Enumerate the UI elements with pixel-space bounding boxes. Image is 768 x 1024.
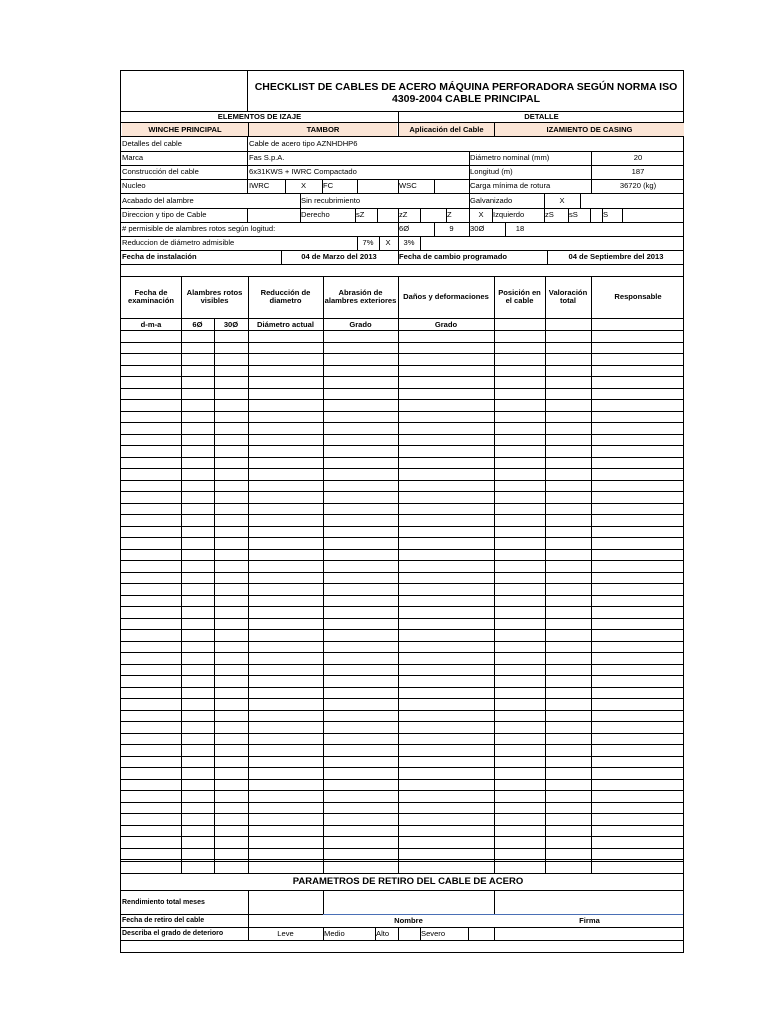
grid-line — [121, 560, 683, 561]
grid-line — [285, 179, 286, 193]
sin-recubrimiento-label: Sin recubrimiento — [301, 195, 361, 205]
fecha-instalacion-label: Fecha de instalación — [122, 252, 197, 262]
grid-line — [121, 422, 683, 423]
grid-line — [494, 276, 495, 873]
grid-line — [121, 652, 683, 653]
grid-line — [121, 848, 683, 849]
grid-line — [590, 208, 591, 222]
elementos-izaje-header: ELEMENTOS DE IZAJE — [217, 112, 302, 122]
grid-line — [398, 250, 399, 264]
grid-line — [357, 179, 358, 193]
reduccion-label: Reduccion de diámetro admisible — [122, 238, 235, 248]
detalles-value: Cable de acero tipo AZNHDHP6 — [249, 139, 358, 149]
grid-line — [121, 165, 683, 166]
longitud-label: Longitud (m) — [470, 167, 513, 177]
fc-label: FC — [323, 181, 334, 191]
grid-line — [505, 222, 506, 236]
col-fecha-header: Fecha de examinación — [127, 287, 174, 305]
col-abrasion-header: Abrasión de alambres exteriores — [324, 287, 397, 305]
grid-line — [181, 276, 182, 873]
grid-line — [398, 927, 399, 940]
grid-line — [247, 136, 248, 193]
grid-line — [420, 927, 421, 940]
ss-label: sS — [569, 210, 578, 220]
grid-line — [398, 111, 399, 136]
fecha-retiro-label: Fecha de retiro del cable — [122, 917, 205, 924]
z-label: Z — [447, 210, 452, 220]
longitud-value: 187 — [631, 167, 645, 177]
grid-line — [121, 353, 683, 354]
nombre-label: Nombre — [394, 915, 423, 925]
grid-line — [121, 411, 683, 412]
grid-line — [121, 111, 683, 112]
grid-line — [121, 445, 683, 446]
grid-line — [121, 122, 683, 123]
detalles-label: Detalles del cable — [122, 139, 182, 149]
grid-line — [121, 890, 683, 891]
document-title: CHECKLIST DE CABLES DE ACERO MÁQUINA PERFORADORA SEGÚN NORMA ISO 4309-2004 CABLE PRINCIPAL — [254, 81, 678, 105]
construccion-label: Construcción del cable — [122, 167, 199, 177]
grid-line — [434, 179, 435, 193]
zs-label: zS — [545, 210, 554, 220]
describa-label: Describa el grado de deterioro — [122, 930, 224, 937]
permisible-label: # permisible de alambres rotos según logitud: — [122, 224, 276, 234]
grid-line — [398, 222, 399, 236]
grid-line — [398, 276, 399, 873]
grid-line — [420, 208, 421, 222]
galvanizado-label: Galvanizado — [470, 195, 513, 205]
grid-line — [591, 151, 592, 193]
grid-line — [323, 890, 324, 914]
grid-line — [323, 927, 324, 940]
construccion-value: 6x31KWS + IWRC Compactado — [249, 167, 357, 177]
grid-line — [377, 208, 378, 222]
grid-line — [547, 250, 548, 264]
col-responsable-header: Responsable — [614, 291, 662, 301]
grid-line — [420, 236, 421, 250]
carga-label: Carga mínima de rotura — [470, 181, 551, 191]
z-mark: X — [478, 210, 484, 220]
thirty-d-label: 30Ø — [470, 224, 485, 234]
grid-line — [121, 376, 683, 377]
sub-diametro-actual: Diámetro actual — [257, 319, 314, 329]
grid-line — [121, 767, 683, 768]
grid-line — [121, 779, 683, 780]
grid-line — [580, 193, 581, 208]
grid-line — [121, 388, 683, 389]
grid-line — [602, 208, 603, 222]
grid-line — [300, 193, 301, 222]
grid-line — [248, 890, 249, 940]
grid-line — [121, 342, 683, 343]
izquierdo-label: Izquierdo — [493, 210, 525, 220]
grid-line — [121, 710, 683, 711]
fecha-cambio-value: 04 de Septiembre del 2013 — [568, 252, 664, 262]
diametro-value: 20 — [633, 153, 643, 163]
grid-line — [121, 836, 683, 837]
derecho-label: Derecho — [301, 210, 330, 220]
grid-line — [121, 264, 683, 265]
grid-line — [121, 861, 683, 862]
grid-line — [494, 927, 495, 940]
marca-label: Marca — [122, 153, 144, 163]
grid-line — [121, 744, 683, 745]
grid-line — [121, 480, 683, 481]
grid-line — [121, 629, 683, 630]
grid-line — [121, 733, 683, 734]
grid-line — [121, 514, 683, 515]
grid-line — [281, 250, 282, 264]
detalle-header: DETALLE — [524, 112, 559, 122]
grid-line — [469, 193, 470, 222]
grid-line — [398, 208, 399, 222]
grid-line — [121, 457, 683, 458]
nucleo-label: Nucleo — [122, 181, 146, 191]
grid-line — [357, 236, 358, 250]
diametro-label: Diámetro nominal (mm) — [470, 153, 550, 163]
signature-line — [323, 914, 683, 915]
grid-line — [398, 236, 399, 250]
grid-line — [468, 927, 469, 940]
firma-label: Firma — [579, 915, 600, 925]
grid-line — [568, 208, 569, 222]
grid-line — [121, 179, 683, 180]
grid-line — [121, 250, 683, 251]
iwrc-label: IWRC — [249, 181, 270, 191]
col-valoracion-header: Valoración total — [548, 287, 588, 305]
s-label: S — [603, 210, 609, 220]
rendimiento-label: Rendimiento total meses — [122, 898, 205, 906]
grid-line — [355, 208, 356, 222]
checklist-sheet — [120, 70, 684, 953]
grid-line — [121, 193, 683, 194]
grid-line — [121, 825, 683, 826]
sz-label: sZ — [356, 210, 365, 220]
zz-label: zZ — [399, 210, 408, 220]
grid-line — [121, 756, 683, 757]
grid-line — [591, 276, 592, 873]
grid-line — [121, 664, 683, 665]
grid-line — [434, 222, 435, 236]
aplicacion-cable-header: Aplicación del Cable — [399, 123, 494, 136]
grid-line — [121, 940, 683, 941]
grid-line — [323, 276, 324, 873]
grid-line — [622, 208, 623, 222]
seven-pct-mark: X — [385, 238, 391, 248]
iwrc-mark: X — [300, 181, 307, 191]
grid-line — [121, 526, 683, 527]
acabado-label: Acabado del alambre — [122, 195, 194, 205]
sub-dma: d-m-a — [140, 319, 162, 329]
grid-line — [121, 790, 683, 791]
grid-line — [492, 208, 493, 222]
fecha-cambio-label: Fecha de cambio programado — [399, 252, 508, 262]
grid-line — [247, 71, 248, 111]
grid-line — [248, 276, 249, 873]
grid-line — [121, 222, 683, 223]
grid-line — [379, 236, 380, 250]
tambor-header: TAMBOR — [249, 123, 397, 136]
fecha-instalacion-value: 04 de Marzo del 2013 — [301, 252, 377, 262]
grid-line — [494, 122, 495, 136]
alto-label: Alto — [376, 928, 390, 938]
wsc-label: WSC — [399, 181, 417, 191]
grid-line — [398, 179, 399, 193]
grid-line — [121, 606, 683, 607]
grid-line — [121, 873, 683, 874]
izamiento-casing-header: IZAMIENTO DE CASING — [495, 123, 684, 136]
grid-line — [494, 890, 495, 914]
grid-line — [121, 330, 683, 331]
grid-line — [121, 675, 683, 676]
six-d-label: 6Ø — [399, 224, 410, 234]
grid-line — [121, 698, 683, 699]
severo-label: Severo — [421, 928, 446, 938]
grid-line — [469, 222, 470, 236]
grid-line — [121, 491, 683, 492]
grid-line — [121, 276, 683, 277]
six-d-value: 9 — [449, 224, 454, 234]
winche-principal-header: WINCHE PRINCIPAL — [122, 123, 248, 136]
marca-value: Fas S.p.A. — [249, 153, 285, 163]
col-alambres-header: Alambres rotos visibles — [186, 287, 243, 305]
sub-grado-abrasion: Grado — [349, 319, 372, 329]
grid-line — [121, 641, 683, 642]
grid-line — [121, 208, 683, 209]
grid-line — [121, 468, 683, 469]
grid-line — [545, 276, 546, 873]
col-reduccion-header: Reducción de diametro — [260, 287, 311, 305]
grid-line — [121, 318, 683, 319]
grid-line — [121, 537, 683, 538]
grid-line — [121, 618, 683, 619]
thirty-d-value: 18 — [515, 224, 525, 234]
direccion-label: Direccion y tipo de Cable — [122, 210, 207, 220]
grid-line — [121, 503, 683, 504]
sub-grado-danos: Grado — [434, 319, 458, 329]
grid-line — [247, 208, 248, 222]
col-posicion-header: Posición en el cable — [498, 287, 541, 305]
grid-line — [121, 572, 683, 573]
grid-line — [248, 122, 249, 136]
grid-line — [121, 721, 683, 722]
grid-line — [121, 813, 683, 814]
sub-thirty: 30Ø — [223, 319, 239, 329]
grid-line — [469, 151, 470, 193]
carga-value: 36720 (kg) — [619, 181, 657, 191]
grid-line — [121, 802, 683, 803]
grid-line — [121, 859, 683, 860]
grid-line — [121, 136, 683, 137]
parametros-retiro-header: PARAMETROS DE RETIRO DEL CABLE DE ACERO — [292, 875, 524, 887]
grid-line — [322, 179, 323, 193]
grid-line — [375, 927, 376, 940]
grid-line — [121, 365, 683, 366]
grid-line — [121, 434, 683, 435]
grid-line — [544, 193, 545, 222]
leve-label: Leve — [277, 928, 294, 938]
medio-label: Medio — [324, 928, 345, 938]
grid-line — [121, 687, 683, 688]
grid-line — [121, 151, 683, 152]
grid-line — [121, 399, 683, 400]
grid-line — [121, 927, 683, 928]
grid-line — [214, 318, 215, 873]
sub-six: 6Ø — [192, 319, 203, 329]
grid-line — [121, 549, 683, 550]
grid-line — [121, 583, 683, 584]
three-pct-label: 3% — [403, 238, 415, 248]
grid-line — [121, 236, 683, 237]
grid-line — [446, 208, 447, 222]
grid-line — [121, 595, 683, 596]
seven-pct-label: 7% — [362, 238, 374, 248]
col-danos-header: Daños y deformaciones — [403, 291, 489, 301]
galvanizado-mark: X — [559, 195, 565, 205]
